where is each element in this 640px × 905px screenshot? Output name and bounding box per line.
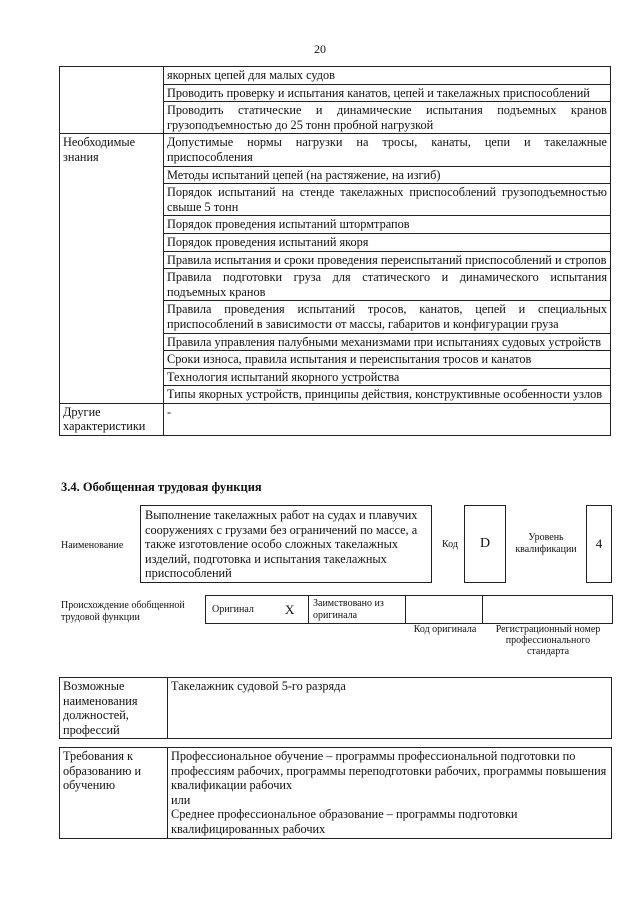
level-label: Уровень квалификации [515, 532, 577, 555]
education-table [59, 747, 612, 839]
function-name-value: Выполнение такелажных работ на судах и плавучих сооружениях с грузами без ограничений по массе, а также изготовление особо сложных такелажных изделий, подготовка и испытания такелажных приспособлений [140, 505, 432, 583]
origin-divider [405, 596, 406, 623]
table-row: якорных цепей для малых судов [164, 67, 611, 85]
education-line: Среднее профессиональное образование – программы подготовки квалифицированных рабочих [171, 807, 518, 836]
table-row: Порядок проведения испытаний якоря [164, 233, 611, 251]
continued-label-cell [60, 67, 164, 134]
education-line: или [171, 792, 191, 807]
other-characteristics-label: Другие характеристики [60, 403, 164, 435]
table-row: Типы якорных устройств, принципы действия, конструктивные особенности узлов [164, 386, 611, 404]
table-row: Методы испытаний цепей (на растяжение, на изгиб) [164, 166, 611, 184]
table-row: Допустимые нормы нагрузки на тросы, канаты, цепи и такелажные приспособления [164, 134, 611, 166]
table-row: Порядок проведения испытаний штормтрапов [164, 216, 611, 234]
table-row: Правила управления палубными механизмами при испытаниях судовых устройств [164, 333, 611, 351]
name-label: Наименование [61, 540, 124, 551]
table-row: Правила проведения испытаний тросов, канатов, цепей и специальных приспособлений в зависимости от массы, габаритов и конфигурации груза [164, 301, 611, 333]
level-value: 4 [586, 505, 612, 583]
education-label: Требования к образованию и обучению [60, 748, 168, 839]
origin-label: Происхождение обобщенной трудовой функции [61, 600, 185, 623]
positions-label: Возможные наименования должностей, профессий [60, 678, 168, 739]
page-number: 20 [314, 42, 326, 56]
code-value: D [464, 505, 506, 583]
education-value [168, 748, 612, 839]
original-label: Оригинал [212, 604, 254, 615]
reg-number-caption: Регистрационный номер профессионального стандарта [495, 624, 601, 657]
origin-divider [308, 596, 309, 623]
original-mark: X [285, 602, 295, 617]
positions-table [59, 677, 612, 739]
borrowed-label: Заимствовано из оригинала [313, 598, 384, 621]
table-row: Правила испытания и сроки проведения переиспытаний приспособлений и стропов [164, 251, 611, 269]
table-row: Правила подготовки груза для статического и динамического испытания подъемных кранов [164, 269, 611, 301]
table-row: Проводить статические и динамические испытания подъемных кранов грузоподъемностью до 25 тонн пробной нагрузкой [164, 102, 611, 134]
table-row: Проводить проверку и испытания канатов, цепей и такелажных приспособлений [164, 84, 611, 102]
positions-value: Такелажник судовой 5-го разряда [168, 678, 612, 739]
origin-box [205, 595, 613, 624]
knowledge-table [59, 66, 611, 436]
table-row: Технология испытаний якорного устройства [164, 368, 611, 386]
table-row: Сроки износа, правила испытания и переиспытания тросов и канатов [164, 351, 611, 369]
origin-divider [482, 596, 483, 623]
section-title: 3.4. Обобщенная трудовая функция [61, 480, 262, 494]
code-label: Код [442, 539, 458, 550]
other-characteristics-value: - [164, 403, 611, 435]
table-row: Порядок испытаний на стенде такелажных приспособлений грузоподъемностью свыше 5 тонн [164, 184, 611, 216]
education-line: Профессиональное обучение – программы профессиональной подготовки по профессиям рабочих, программы переподготовки рабочих, программы повышения квалификации рабочих [171, 749, 607, 793]
code-original-caption: Код оригинала [413, 624, 477, 635]
knowledge-label: Необходимые знания [60, 134, 164, 404]
